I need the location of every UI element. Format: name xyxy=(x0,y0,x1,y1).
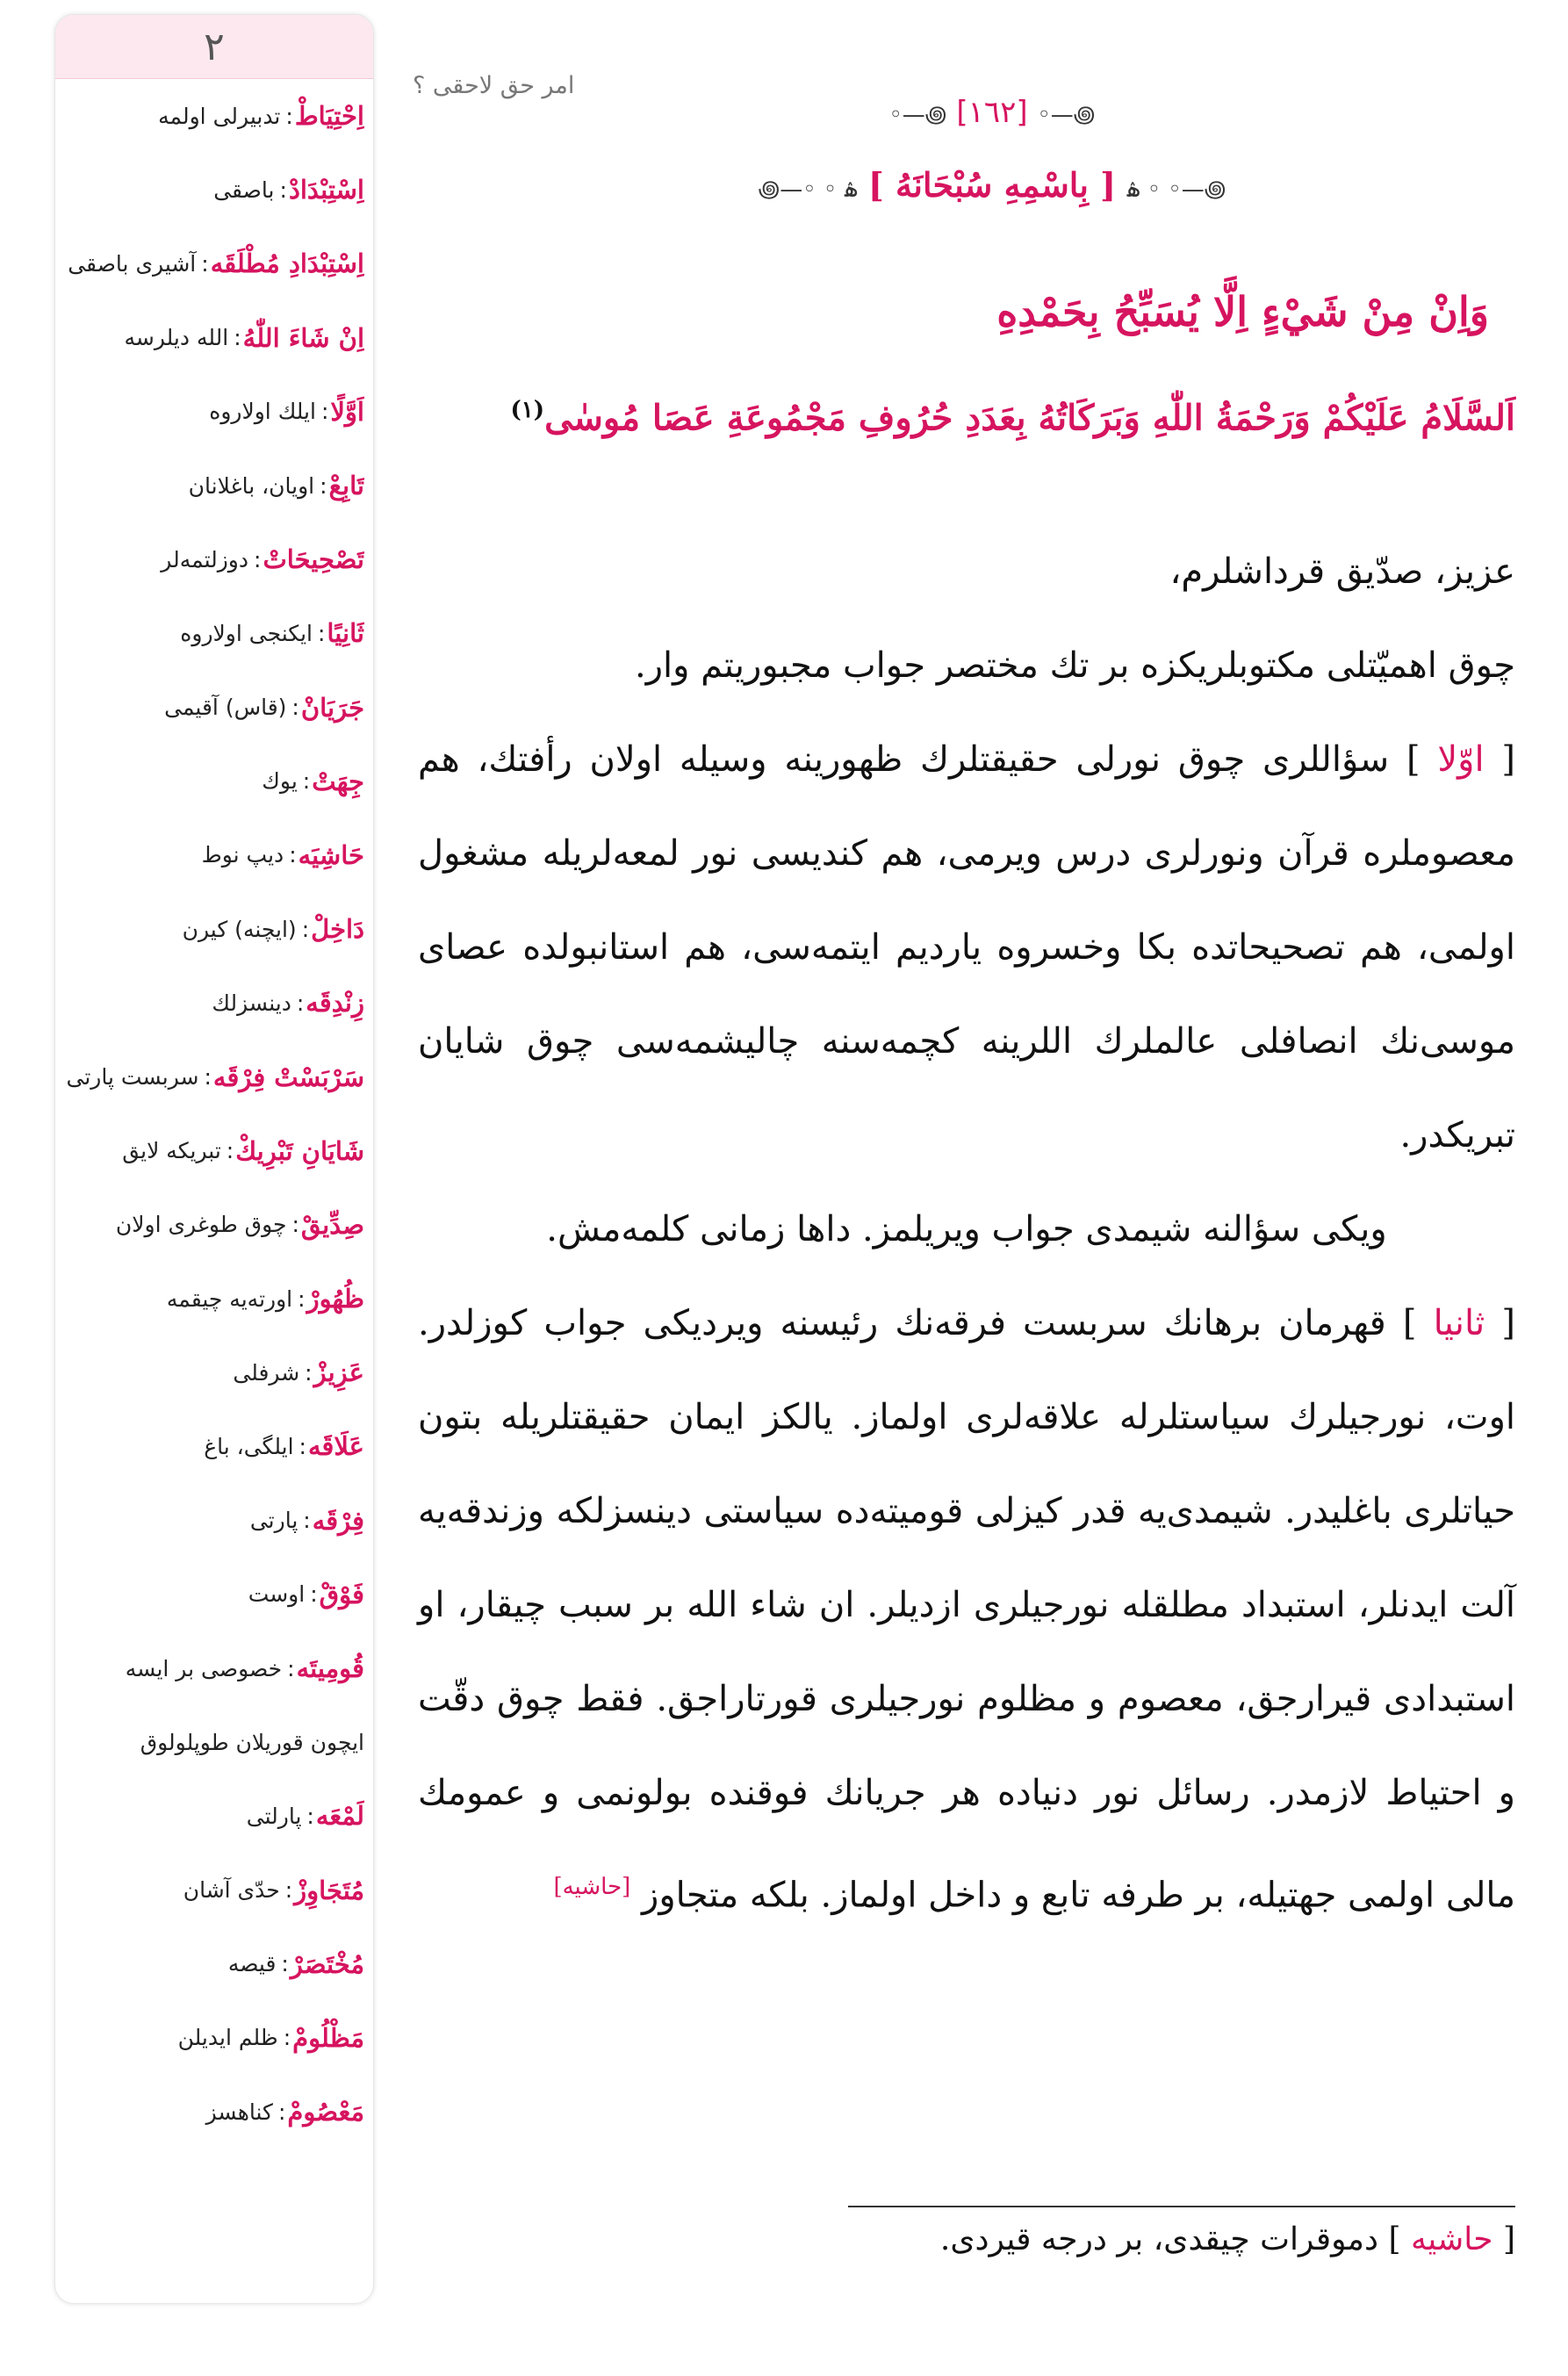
verse-heading: وَاِنْ مِنْ شَيْءٍ اِلَّا يُسَبِّحُ بِحَمْدِهِ xyxy=(996,288,1489,335)
glossary-separator: : xyxy=(234,325,241,351)
glossary-term: سَرْبَسْتْ فِرْقَه xyxy=(212,1062,364,1092)
glossary-term: اِنْ شَاءَ اللّٰهُ xyxy=(242,322,364,353)
glossary-item xyxy=(55,301,364,375)
glossary-definition: ایچون قوریلان طوپلولوق xyxy=(140,1729,364,1755)
footnote: [ حاشیه ] دموقرات چیقدی، بر درجه قیردی. xyxy=(939,2221,1515,2257)
glossary-term: فَوْقْ xyxy=(319,1579,364,1609)
glossary-definition: کناهسز xyxy=(205,2099,273,2125)
glossary-term: اِحْتِيَاطْ xyxy=(294,101,364,132)
glossary-separator: : xyxy=(320,399,329,425)
salutation xyxy=(418,397,1515,438)
ornament-icon: ◦—꩜ xyxy=(888,102,947,128)
glossary-item xyxy=(55,2075,364,2149)
glossary-term: جِهَتْ xyxy=(312,766,364,796)
ornament-icon: ۿ ◦ ◦—꩜ xyxy=(758,176,858,203)
glossary-term: عَلَاقَه xyxy=(307,1431,364,1462)
glossary-separator: : xyxy=(320,472,327,499)
glossary-term: تَصْحِيحَاتْ xyxy=(263,544,364,575)
glossary-definition: (قاس) آقیمی xyxy=(164,695,287,721)
glossary-definition: اوست xyxy=(248,1581,306,1608)
glossary-separator: : xyxy=(317,620,326,646)
glossary-separator: : xyxy=(305,1359,313,1386)
glossary-item xyxy=(55,1262,364,1336)
glossary-term: اِسْتِبْدَادِ مُطْلَقَه xyxy=(210,248,364,279)
glossary-separator: : xyxy=(298,1285,306,1312)
glossary-definition: سربست پارتی xyxy=(66,1064,199,1091)
letter-number xyxy=(816,95,1168,131)
glossary-definition: آشیری باصقی xyxy=(68,250,197,277)
centered-line: ویکی سؤالنه شیمدی جواب ویریلمز. داها زمانی کلمه‌مش. xyxy=(546,1209,1387,1249)
glossary-separator: : xyxy=(281,1951,289,1977)
footnote-text: دموقرات چیقدی، بر درجه قیردی. xyxy=(939,2221,1378,2257)
glossary-item xyxy=(55,79,364,153)
first-marker: اوّلا xyxy=(1437,739,1485,780)
glossary-item xyxy=(55,892,364,966)
glossary-separator: : xyxy=(289,842,297,868)
glossary-item xyxy=(55,671,364,745)
glossary-item xyxy=(55,1558,364,1631)
glossary-item xyxy=(55,1484,364,1558)
glossary-definition: تدبیرلی اولمه xyxy=(158,103,281,129)
glossary-separator: : xyxy=(287,1655,295,1681)
glossary-separator: : xyxy=(291,695,299,721)
glossary-definition: دوزلتمه‌لر xyxy=(161,546,249,572)
glossary-item xyxy=(55,2001,364,2075)
glossary-separator: : xyxy=(298,1433,306,1459)
glossary-separator: : xyxy=(279,176,287,203)
intro-paragraph: چوق اهمیّتلی مکتوبلریکزه بر تك مختصر جواب مجبوریتم وار. xyxy=(634,645,1515,686)
glossary-term: مَعْصُومْ xyxy=(287,2097,364,2128)
footnote-marker: حاشیه xyxy=(1410,2221,1493,2257)
glossary-separator: : xyxy=(303,1508,311,1534)
glossary-term: اَوَّلًا xyxy=(330,396,364,427)
glossary-separator: : xyxy=(226,1138,234,1164)
glossary-item xyxy=(55,1854,364,1927)
glossary-separator: : xyxy=(204,1064,212,1091)
hashiye-reference[interactable]: [حاشیه] xyxy=(553,1874,631,1900)
glossary-item xyxy=(55,375,364,449)
glossary-item xyxy=(55,1409,364,1483)
glossary-definition: (ایچنه) کیرن xyxy=(182,916,297,942)
glossary-separator: : xyxy=(302,768,311,795)
glossary-definition: اورته‌یه چیقمه xyxy=(166,1285,293,1312)
footnote-divider xyxy=(848,2206,1515,2207)
glossary-separator: : xyxy=(306,1803,314,1829)
glossary-term: اِسْتِبْدَادْ xyxy=(288,175,364,205)
footnote-reference[interactable]: (١) xyxy=(510,397,545,423)
glossary-definition: ایکنجی اولاروه xyxy=(180,620,313,646)
greeting: عزیز، صدّیق قرداشلرم، xyxy=(1169,551,1515,592)
letter-number-label: [١٦٢] xyxy=(956,95,1028,130)
glossary-separator: : xyxy=(283,2025,291,2051)
bismihi-text: [ بِاسْمِهِ سُبْحَانَهُ ] xyxy=(867,165,1117,205)
glossary-definition: ایلك اولاروه xyxy=(209,399,316,425)
glossary-definition: پارلتی xyxy=(246,1803,302,1829)
top-note: امر حق لاحقی ؟ xyxy=(413,72,575,99)
glossary-separator: : xyxy=(201,250,209,277)
first-paragraph: [ اوّلا ] سؤاللری چوق نورلی حقیقتلرك ظهورینه وسیله اولان رأفتك، هم معصوملره قرآن ونورلری درس ویرمی، هم کندیسی نور لمعه‌لریله مشغول اولمی، هم تصحیحاتده بكا وخسروه یاردیم ایتمه‌سی، هم استانبولده عصای موسی‌نك انصافلی عالملرك اللرینه کچمه‌سنه چالیشمه‌سی چوق شایان تبریکدر. xyxy=(418,739,1516,1156)
glossary-definition: قیصه xyxy=(227,1951,277,1977)
glossary-term: حَاشِيَه xyxy=(298,839,364,870)
glossary-separator: : xyxy=(301,916,310,942)
glossary-item xyxy=(55,1336,364,1409)
glossary-item xyxy=(55,227,364,300)
glossary-term: مُخْتَصَرْ xyxy=(290,1948,364,1979)
glossary-item xyxy=(55,153,364,227)
glossary-term: مَظْلُومْ xyxy=(292,2022,364,2053)
glossary-term: ظُهُورْ xyxy=(306,1284,364,1314)
glossary-definition: چوق طوغری اولان xyxy=(115,1212,287,1238)
glossary-term: مُتَجَاوِزْ xyxy=(294,1875,364,1905)
glossary-definition: ایلگی، باغ xyxy=(204,1433,294,1459)
glossary-item xyxy=(55,1188,364,1262)
page-number: ٢ xyxy=(55,15,373,79)
glossary-term: ثَانِيًا xyxy=(327,618,364,649)
glossary-term: زِنْدِقَه xyxy=(306,988,364,1019)
glossary-separator: : xyxy=(254,546,262,572)
glossary-definition: خصوصی بر ایسه xyxy=(125,1655,283,1681)
glossary-item xyxy=(55,596,364,670)
glossary-item xyxy=(55,1927,364,2001)
glossary-term: جَرَيَانْ xyxy=(300,692,364,723)
glossary-separator: : xyxy=(296,990,305,1016)
glossary-term: عَزِيزْ xyxy=(313,1357,364,1388)
glossary-definition: دیپ نوط xyxy=(201,842,284,868)
glossary-definition: الله دیلرسه xyxy=(124,325,229,351)
glossary-item xyxy=(55,1114,364,1188)
bismihi-header xyxy=(632,165,1352,205)
ornament-icon: ◦—꩜ xyxy=(1037,102,1096,128)
glossary-item xyxy=(55,449,364,522)
glossary-definition: باصقی xyxy=(213,176,275,203)
second-paragraph: [ ثانیا ] قهرمان برهانك سربست فرقه‌نك رئیسنه ویردیکی جواب کوزلدر. اوت، نورجیلرك سیاستلرله علاقه‌لری اولماز. یالکز ایمان حقیقتلریله بتون حیاتلری باغلیدر. شیمدی‌یه قدر کیزلی قومیته‌ده سیاستی دینسزلکه وزندقه‌یه آلت ایدنلر، استبداد مطلقله نورجیلری ازدیلر. ان شاء الله بر سبب چیقار، او استبدادی قیرارجق، معصوم و مظلوم نورجیلری قورتاراجق. فقط چوق دقّت و احتیاط لازمدر. رسائل نور دنیاده هر جریانك فوقنده بولونمی و عمومك مالی اولمی جهتیله، بر طرفه تابع و داخل اولماز. بلکه متجاوز [حاشیه] xyxy=(418,1303,1515,1916)
glossary-definition: اویان، باغلانان xyxy=(188,472,315,499)
glossary-sidebar xyxy=(54,14,374,2304)
glossary-separator: : xyxy=(284,1877,293,1904)
glossary-list xyxy=(55,79,373,2149)
glossary-item xyxy=(55,1705,364,1779)
glossary-definition: یوك xyxy=(262,768,298,795)
glossary-definition: پارتی xyxy=(249,1508,298,1534)
glossary-definition: تبریکه لایق xyxy=(122,1138,221,1164)
glossary-definition: ظلم ایدیلن xyxy=(177,2025,278,2051)
glossary-item xyxy=(55,818,364,892)
glossary-term: لَمْعَه xyxy=(315,1801,364,1832)
glossary-item xyxy=(55,1040,364,1113)
glossary-definition: حدّی آشان xyxy=(183,1877,280,1904)
glossary-separator: : xyxy=(277,2099,286,2125)
glossary-item xyxy=(55,1779,364,1853)
glossary-term: فِرْقَه xyxy=(312,1505,364,1536)
glossary-separator: : xyxy=(291,1212,299,1238)
glossary-item xyxy=(55,966,364,1040)
glossary-item xyxy=(55,522,364,596)
glossary-separator: : xyxy=(285,103,293,129)
ornament-icon: ꩜—◦ ◦ ۿ xyxy=(1126,176,1226,203)
first-paragraph-text: سؤاللری چوق نورلی حقیقتلرك ظهورینه وسیله اولان رأفتك، هم معصوملره قرآن ونورلری درس ویرمی، هم کندیسی نور لمعه‌لریله مشغول اولمی، هم تصحیحاتده بكا وخسروه یاردیم ایتمه‌سی، هم استانبولده عصای موسی‌نك انصافلی عالملرك اللرینه کچمه‌سنه چالیشمه‌سی چوق شایان تبریکدر. xyxy=(418,739,1515,1156)
second-paragraph-text: قهرمان برهانك سربست فرقه‌نك رئیسنه ویردیکی جواب کوزلدر. اوت، نورجیلرك سیاستلرله علاقه‌لری اولماز. یالکز ایمان حقیقتلریله بتون حیاتلری باغلیدر. شیمدی‌یه قدر کیزلی قومیته‌ده سیاستی دینسزلکه وزندقه‌یه آلت ایدنلر، استبداد مطلقله نورجیلری ازدیلر. ان شاء الله بر سبب چیقار، او استبدادی قیرارجق، معصوم و مظلوم نورجیلری قورتاراجق. فقط چوق دقّت و احتیاط لازمدر. رسائل نور دنیاده هر جریانك فوقنده بولونمی و عمومك مالی اولمی جهتیله، بر طرفه تابع و داخل اولماز. بلکه متجاوز xyxy=(418,1303,1515,1916)
glossary-item xyxy=(55,1631,364,1705)
glossary-term: تَابِعْ xyxy=(328,471,364,501)
glossary-term: قُومِيتَه xyxy=(296,1653,364,1684)
glossary-term: صِدِّيقْ xyxy=(300,1209,364,1240)
letter-body xyxy=(418,525,1515,1942)
glossary-item xyxy=(55,745,364,818)
second-marker: ثانیا xyxy=(1433,1303,1485,1343)
glossary-definition: دینسزلك xyxy=(212,990,291,1016)
glossary-separator: : xyxy=(310,1581,318,1608)
glossary-term: شَايَانِ تَبْرِيكْ xyxy=(235,1135,364,1166)
glossary-definition: شرفلی xyxy=(233,1359,300,1386)
glossary-term: دَاخِلْ xyxy=(311,914,364,945)
salutation-text: اَلسَّلَامُ عَلَيْكُمْ وَرَحْمَةُ اللّٰهِ وَبَرَكَاتُهُ بِعَدَدِ حُرُوفِ مَجْمُوعَةِ عَصَا مُوسٰى xyxy=(544,397,1515,439)
